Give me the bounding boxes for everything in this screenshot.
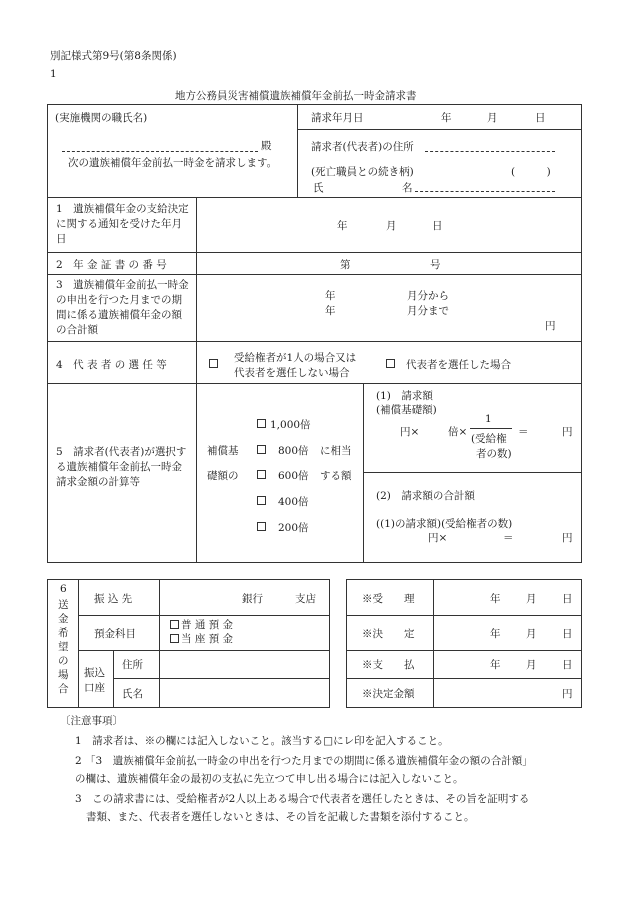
office-received-day: 日 bbox=[562, 593, 573, 605]
office-received-year: 年 bbox=[490, 593, 501, 605]
row4-opt1-line2: 代表者を選任しない場合 bbox=[234, 367, 350, 379]
date-year: 年 bbox=[441, 112, 452, 124]
bank-label: 振 込 先 bbox=[94, 593, 133, 605]
relation-label: (死亡職員との続き柄) bbox=[311, 166, 414, 178]
office-amount-yen: 円 bbox=[562, 688, 573, 700]
row5-opt-800: 800倍 bbox=[278, 445, 309, 457]
calc2-title: (2) 請求額の合計額 bbox=[376, 490, 475, 502]
row5-checkbox-800[interactable] bbox=[257, 445, 266, 454]
institution-field[interactable] bbox=[62, 140, 258, 152]
name-label-shi: 氏 bbox=[313, 182, 324, 194]
bank-name: 銀行 bbox=[242, 593, 263, 605]
office-paid-year: 年 bbox=[490, 659, 501, 671]
calc2-sub: ((1)の請求額)(受給権者の数) bbox=[376, 518, 513, 530]
row4-checkbox-2[interactable] bbox=[386, 359, 395, 368]
address-label: 請求者(代表者)の住所 bbox=[311, 141, 414, 153]
row2-go: 号 bbox=[430, 259, 441, 271]
row4-checkbox-1[interactable] bbox=[209, 359, 218, 368]
row5-opt-400: 400倍 bbox=[278, 496, 309, 508]
row5-opt-200: 200倍 bbox=[278, 522, 309, 534]
table-border bbox=[47, 104, 582, 105]
note-3a: 3 この請求書には、受給権者が2人以上ある場合で代表者を選任したときは、その旨を証明する bbox=[75, 793, 530, 805]
office-received: ※受 理 bbox=[362, 593, 415, 605]
row5-right1: に相当 bbox=[320, 445, 352, 457]
calc2-yen: 円 bbox=[562, 532, 573, 544]
account-address-label: 住所 bbox=[122, 659, 143, 671]
row3-from: 月分から bbox=[407, 290, 449, 302]
note-1: 1 請求者は、※の欄には記入しないこと。該当する□にレ印を記入すること。 bbox=[75, 735, 449, 747]
date-month: 月 bbox=[487, 112, 498, 124]
row4-opt2: 代表者を選任した場合 bbox=[406, 359, 511, 371]
date-label: 請求年月日 bbox=[311, 112, 364, 124]
remit-vertical-label: 送金希望の場合 bbox=[58, 599, 69, 695]
row3-year1: 年 bbox=[325, 290, 336, 302]
calc1-title: (1) 請求額 bbox=[376, 390, 433, 402]
row5-right2: する額 bbox=[320, 470, 352, 482]
office-decided-day: 日 bbox=[562, 628, 573, 640]
office-paid-month: 月 bbox=[526, 659, 537, 671]
calc1-num: 1 bbox=[485, 413, 492, 425]
row3-year2: 年 bbox=[325, 305, 336, 317]
account-type-label: 預金科目 bbox=[94, 628, 136, 640]
account-name-label: 氏名 bbox=[122, 688, 143, 700]
row5-checkbox-600[interactable] bbox=[257, 470, 266, 479]
checking-checkbox[interactable] bbox=[170, 634, 179, 643]
row5-label: 5 請求者(代表者)が選択する遺族補償年金前払一時金請求金額の計算等 bbox=[56, 446, 187, 488]
row5-checkbox-200[interactable] bbox=[257, 522, 266, 531]
row1-day: 日 bbox=[432, 220, 443, 232]
row4-label: 4 代 表 者 の 選 任 等 bbox=[56, 359, 167, 371]
office-decided-month: 月 bbox=[526, 628, 537, 640]
note-2a: 2 「3 遺族補償年金前払一時金の申出を行つた月までの期間に係る遺族補償年金の額の合計額」 bbox=[75, 755, 533, 767]
row5-base1: 補償基 bbox=[207, 445, 239, 457]
remit-number: 6 bbox=[60, 583, 67, 595]
date-day: 日 bbox=[535, 112, 546, 124]
row3-yen: 円 bbox=[545, 320, 556, 332]
institution-label: (実施機関の職氏名) bbox=[55, 112, 148, 124]
row5-checkbox-1000[interactable] bbox=[257, 419, 266, 428]
office-paid: ※支 払 bbox=[362, 659, 415, 671]
row5-base2: 礎額の bbox=[207, 470, 239, 482]
office-table-border bbox=[346, 579, 582, 580]
calc2-eq: ＝ bbox=[503, 532, 514, 544]
name-label-mei: 名 bbox=[402, 182, 413, 194]
calc1-den2: 者の数) bbox=[476, 448, 512, 460]
form-number: 別記様式第9号(第8条関係) bbox=[50, 50, 177, 62]
office-decided: ※決 定 bbox=[362, 628, 415, 640]
calc1-den1: (受給権 bbox=[471, 433, 507, 445]
calc2-en: 円× bbox=[428, 532, 448, 544]
account-label-2: 口座 bbox=[84, 682, 105, 694]
row2-dai: 第 bbox=[340, 259, 351, 271]
row1-year: 年 bbox=[337, 220, 348, 232]
fraction-bar bbox=[470, 428, 512, 429]
row5-checkbox-400[interactable] bbox=[257, 496, 266, 505]
row2-label: 2 年 金 証 書 の 番 号 bbox=[56, 259, 167, 271]
relation-field[interactable]: ( ) bbox=[511, 166, 551, 178]
row5-opt-1000: 1,000倍 bbox=[270, 419, 311, 431]
office-paid-day: 日 bbox=[562, 659, 573, 671]
calc1-sub: (補償基礎額) bbox=[376, 404, 437, 416]
checking-label: 当 座 預 金 bbox=[181, 633, 234, 645]
savings-checkbox[interactable] bbox=[170, 620, 179, 629]
page-number: 1 bbox=[50, 68, 57, 80]
row4-opt1-line1: 受給権者が1人の場合又は bbox=[234, 352, 357, 364]
row1-month: 月 bbox=[386, 220, 397, 232]
row3-label: 3 遺族補償年金前払一時金の申出を行つた月までの期間に係る遺族補償年金の額の合計額 bbox=[56, 279, 189, 336]
row1-label: 1 遺族補償年金の支給決定に関する通知を受けた年月日 bbox=[56, 203, 189, 245]
office-received-month: 月 bbox=[526, 593, 537, 605]
account-label-1: 振込 bbox=[84, 667, 105, 679]
calc1-eq: ＝ bbox=[518, 426, 529, 438]
row3-to: 月分まで bbox=[407, 305, 449, 317]
note-2b: の欄は、遺族補償年金の最初の支払に先立つて申し出る場合には記入しないこと。 bbox=[75, 773, 464, 785]
row5-opt-600: 600倍 bbox=[278, 470, 309, 482]
notes-title: 〔注意事項〕 bbox=[60, 715, 123, 727]
request-text: 次の遺族補償年金前払一時金を請求します。 bbox=[68, 157, 278, 169]
note-3b: 書類、また、代表者を選任しないときは、その旨を記載した書類を添付すること。 bbox=[86, 811, 475, 823]
remit-table-border bbox=[47, 579, 330, 580]
form-title: 地方公務員災害補償遺族補償年金前払一時金請求書 bbox=[175, 90, 417, 102]
calc1-bai: 倍× bbox=[448, 426, 468, 438]
office-amount: ※決定金額 bbox=[362, 688, 415, 700]
dono-label: 殿 bbox=[261, 140, 272, 152]
branch-name: 支店 bbox=[295, 593, 316, 605]
office-decided-year: 年 bbox=[490, 628, 501, 640]
calc1-yen: 円 bbox=[562, 426, 573, 438]
address-field[interactable] bbox=[425, 140, 555, 152]
name-field[interactable] bbox=[415, 180, 555, 192]
savings-label: 普 通 預 金 bbox=[181, 619, 234, 631]
calc1-en: 円× bbox=[400, 426, 420, 438]
